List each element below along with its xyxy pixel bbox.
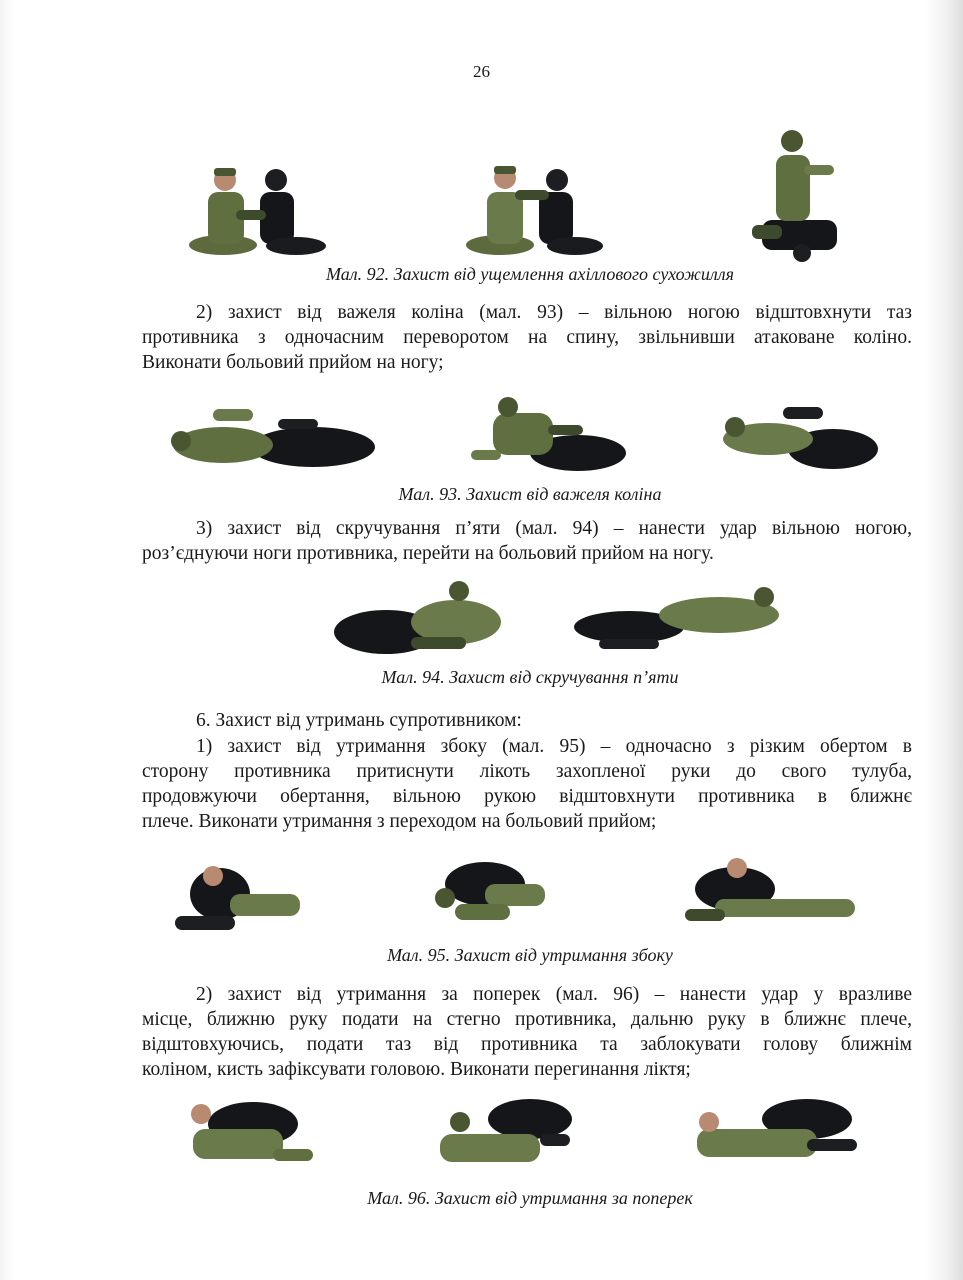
figure-94-caption: Мал. 94. Захист від скручування п’яти [381, 667, 679, 687]
figure-95-photos [120, 850, 920, 942]
photo-93-1 [163, 397, 378, 477]
paragraph-line: плече. Виконати утримання з переходом на больовий прийом; [142, 811, 657, 832]
figure-94-photos [300, 572, 820, 662]
photo-93-3 [713, 397, 878, 477]
figure-93-caption: Мал. 93. Захист від важеля коліна [398, 484, 662, 504]
photo-96-1 [173, 1094, 323, 1184]
page-number: 26 [473, 62, 490, 81]
photo-95-1 [175, 854, 315, 942]
photo-95-3 [675, 854, 865, 942]
figure-96-caption: Мал. 96. Захист від утримання за поперек [367, 1188, 693, 1208]
paragraph-line: продовжуючи обертання, вільною рукою відштовхнути противника в ближнє [142, 786, 912, 807]
paragraph-line: відштовхуючись, подати таз від противника та заблокувати голову ближнім [142, 1034, 912, 1055]
figure-93-photos [120, 392, 920, 477]
photo-94-1 [331, 577, 506, 662]
figure-96-photos [120, 1092, 920, 1184]
photo-95-2 [425, 854, 565, 942]
paragraph-line: 2) захист від важеля коліна (мал. 93) – вільною ногою відштовхнути таз [196, 302, 912, 323]
paragraph-knee-lever [142, 300, 912, 375]
paragraph-line: 6. Захист від утримань супротивником: [196, 710, 522, 731]
photo-96-2 [430, 1094, 580, 1184]
paragraph-line: 2) захист від утримання за поперек (мал. 96) – нанести удар у вразливе [196, 984, 912, 1005]
figure-95-caption: Мал. 95. Захист від утримання збоку [387, 945, 673, 965]
paragraph-line: 1) захист від утримання збоку (мал. 95) – одночасно з різким обертом в [196, 736, 912, 757]
paragraph-line: коліном, кисть зафіксувати головою. Виконати перегинання ліктя; [142, 1059, 691, 1080]
paragraph-side-control [142, 734, 912, 834]
paragraph-line: сторону противника притиснути лікоть захопленої руки до свого тулуба, [142, 761, 912, 782]
paragraph-line: роз’єднуючи ноги противника, перейти на больовий прийом на ногу. [142, 543, 714, 564]
photo-94-2 [569, 577, 789, 662]
figure-92-photos [120, 115, 920, 265]
paragraph-line: 3) захист від скручування п’яти (мал. 94) – нанести удар вільною ногою, [196, 518, 912, 539]
photo-92-1 [188, 140, 328, 265]
paragraph-line: місце, ближню руку подати на стегно противника, дальню руку в ближнє плече, [142, 1009, 912, 1030]
photo-93-2 [463, 395, 628, 477]
paragraph-line: противника з одночасним переворотом на спину, звільнивши атаковане коліно. [142, 327, 912, 348]
paragraph-line: Виконати больовий прийом на ногу; [142, 352, 444, 373]
photo-92-2 [465, 140, 605, 265]
photo-96-3 [687, 1094, 867, 1184]
figure-92-caption: Мал. 92. Захист від ущемлення ахіллового сухожилля [326, 264, 734, 284]
paragraph-heel-hook [142, 516, 912, 566]
photo-92-3 [742, 125, 852, 265]
section-6-heading [142, 708, 912, 733]
paragraph-waist-control [142, 982, 912, 1082]
